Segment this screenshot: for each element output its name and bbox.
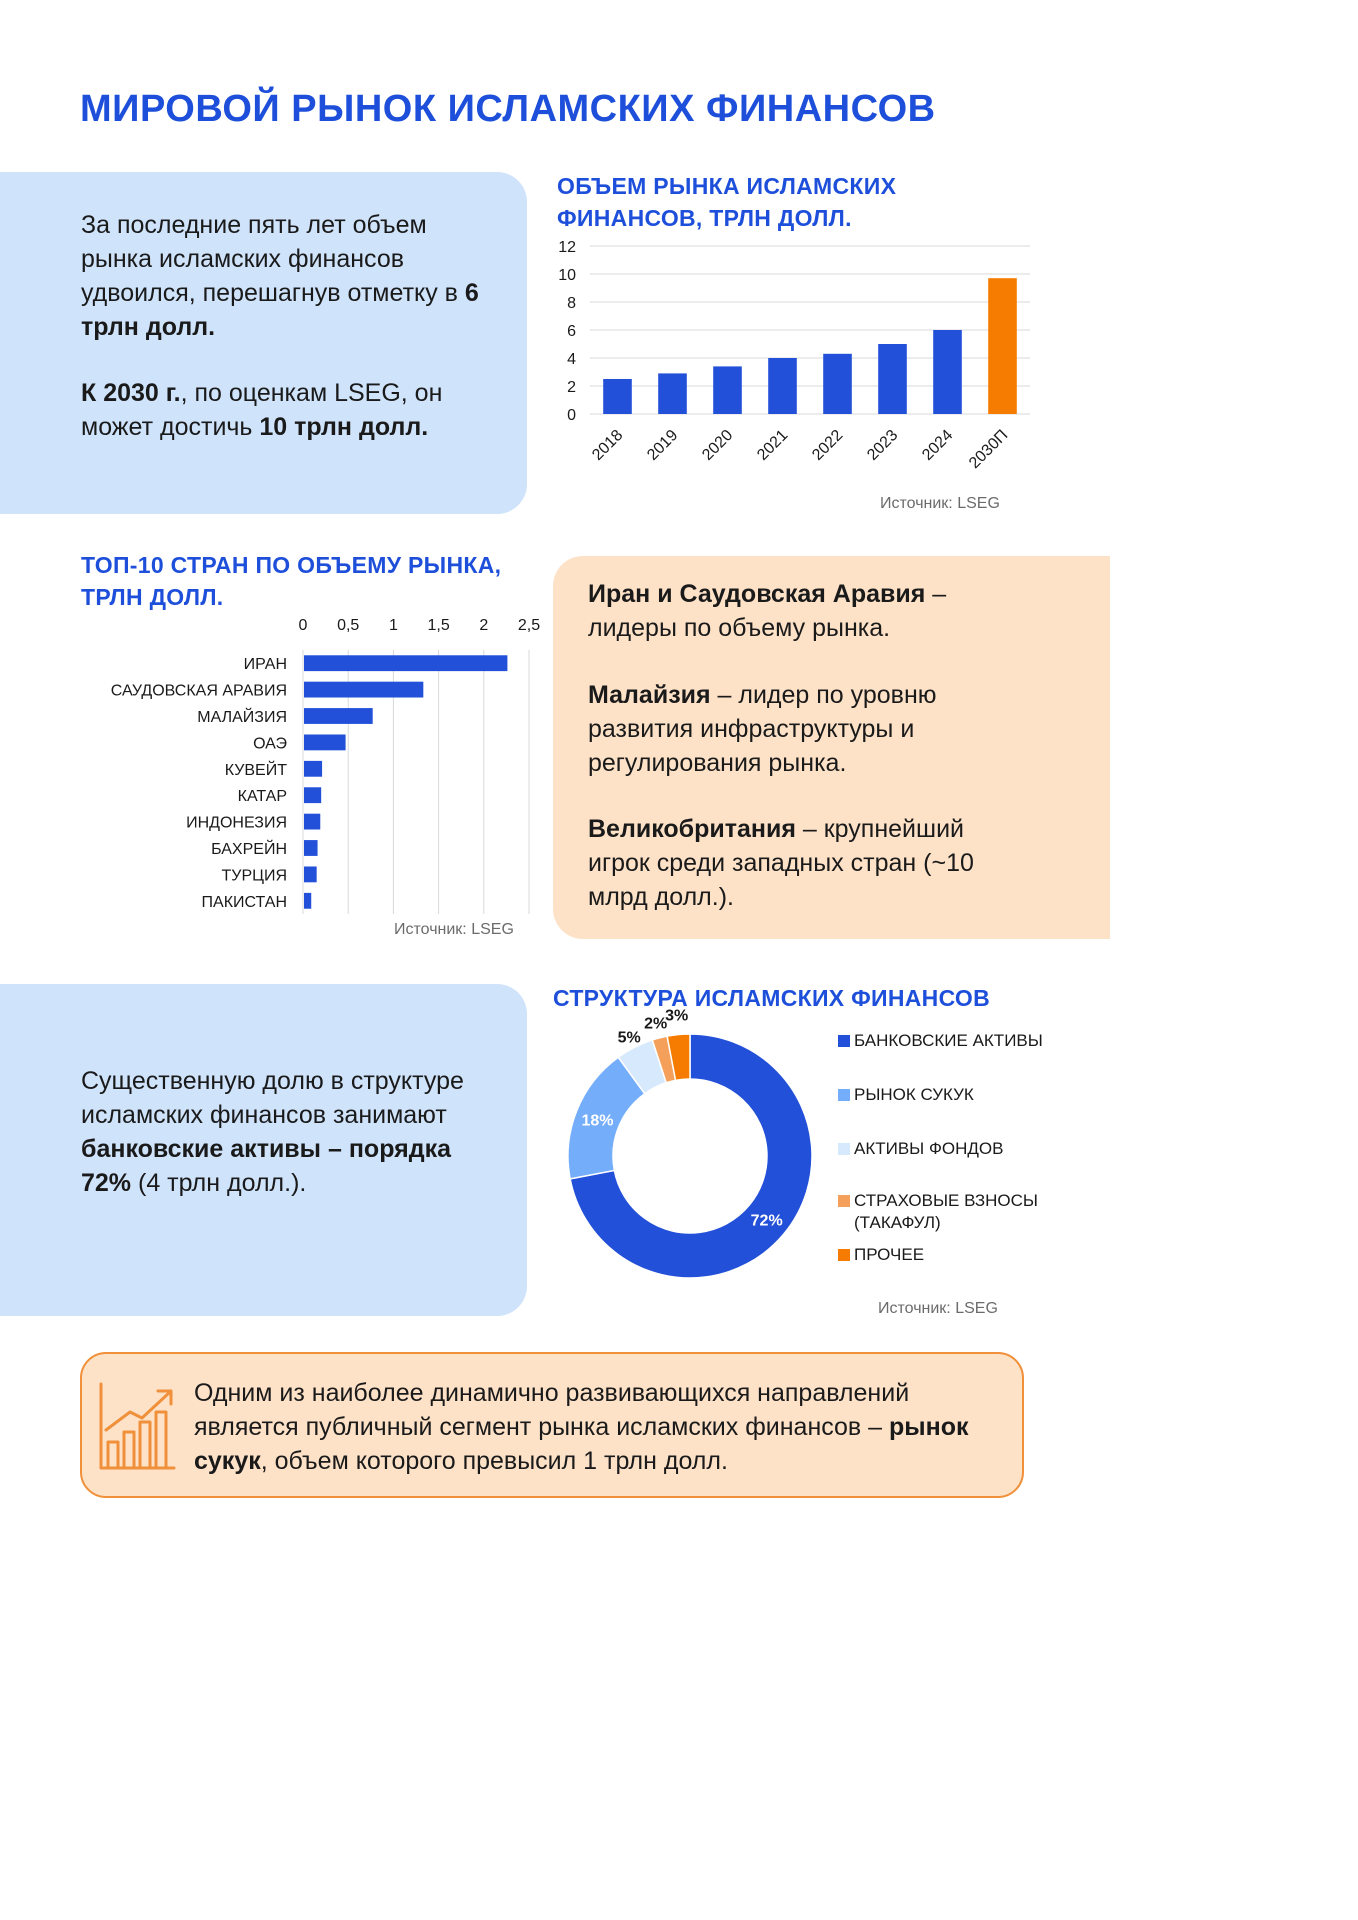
market-size-text-a: За последние пять лет объем рынка исламских финансов удвоился, перешагнув отметку в [81, 211, 465, 307]
y-tick-label: 12 [558, 239, 576, 256]
forecast-value: 10 трлн долл. [259, 413, 429, 441]
legend-item [838, 1030, 1084, 1052]
bar-country [304, 761, 322, 777]
y-tick-label: КАТАР [237, 788, 287, 806]
legend-label: ПРОЧЕЕ [854, 1245, 925, 1264]
bar-country [304, 866, 317, 882]
market-volume-chart-title: ОБЪЕМ РЫНКА ИСЛАМСКИХ ФИНАНСОВ, ТРЛН ДОЛЛ. [557, 173, 897, 231]
bar-2021 [768, 358, 797, 414]
market-volume-chart [540, 232, 1080, 500]
bar-country [304, 787, 321, 803]
sukuk-callout [80, 1352, 1024, 1498]
structure-text-a: Существенную долю в структуре исламских финансов занимают [81, 1067, 464, 1129]
growth-chart-icon [96, 1380, 176, 1474]
sukuk-callout-text-c: , объем которого превысил 1 трлн долл. [260, 1447, 728, 1475]
forecast-text [81, 376, 501, 444]
bar-country [304, 840, 318, 856]
x-tick-label: 2023 [864, 426, 902, 464]
top-countries-chart-title: ТОП-10 СТРАН ПО ОБЪЕМУ РЫНКА, ТРЛН ДОЛЛ. [81, 552, 502, 610]
y-tick-label: 8 [567, 295, 576, 312]
leaders-text-1-b: – лидеры по объему рынка. [588, 580, 947, 642]
structure-text [81, 1064, 481, 1200]
legend-swatch [838, 1249, 850, 1261]
x-tick-label: 2022 [809, 426, 847, 464]
bar-2022 [823, 354, 852, 414]
x-tick-label: 0,5 [337, 617, 360, 634]
y-tick-label: САУДОВСКАЯ АРАВИЯ [110, 682, 287, 700]
x-tick-label: 2019 [644, 426, 682, 464]
leaders-text-2 [588, 678, 1028, 780]
slice-label: 72% [750, 1212, 783, 1230]
structure-donut-chart [560, 1007, 830, 1287]
slice-label: 5% [617, 1029, 641, 1047]
y-tick-label: ОАЭ [253, 735, 287, 753]
legend-label: АКТИВЫ ФОНДОВ [854, 1139, 1004, 1158]
leaders-uk: Великобритания [588, 815, 796, 843]
leaders-text-3 [588, 812, 1028, 914]
slice-label: 18% [581, 1112, 614, 1130]
leaders-malaysia: Малайзия [588, 681, 711, 709]
forecast-year: К 2030 г. [81, 379, 181, 407]
leaders-iran-saudi: Иран и Саудовская Аравия [588, 580, 926, 608]
y-tick-label: БАХРЕЙН [211, 841, 287, 858]
x-tick-label: 2,5 [517, 617, 541, 634]
legend-label: РЫНОК СУКУК [854, 1085, 974, 1104]
y-tick-label: ИНДОНЕЗИЯ [186, 814, 287, 832]
legend-item [838, 1244, 1084, 1266]
y-tick-label: 6 [567, 323, 576, 340]
page-title: МИРОВОЙ РЫНОК ИСЛАМСКИХ ФИНАНСОВ [80, 88, 936, 130]
structure-banking-share: банковские активы – порядка 72% [81, 1135, 452, 1197]
slice-label: 3% [665, 1007, 689, 1025]
leaders-text-2-b: – лидер по уровню развития инфраструктуры и регулирования рынка. [588, 681, 937, 777]
legend-item [838, 1084, 1084, 1106]
legend-swatch [838, 1143, 850, 1155]
leaders-text-1 [588, 577, 1028, 645]
bar-2019 [658, 373, 687, 414]
bar-country [304, 708, 373, 724]
bar-2020 [713, 366, 742, 414]
structure-chart-source: Источник: LSEG [878, 1300, 998, 1317]
top-countries-chart [60, 610, 560, 922]
bar-2024 [933, 330, 962, 414]
bar-2018 [603, 379, 632, 414]
y-tick-label: ПАКИСТАН [201, 893, 287, 911]
legend-swatch [838, 1195, 850, 1207]
y-tick-label: 2 [567, 379, 576, 396]
legend-label: СТРАХОВЫЕ ВЗНОСЫ (ТАКАФУЛ) [854, 1191, 1038, 1232]
bar-country [304, 655, 507, 671]
y-tick-label: МАЛАЙЗИЯ [197, 709, 287, 726]
y-tick-label: 10 [558, 267, 576, 284]
sukuk-callout-text-a: Одним из наиболее динамично развивающихся направлений является публичный сегмент рынка исламских финансов – [194, 1379, 910, 1441]
x-tick-label: 2021 [754, 426, 792, 464]
x-tick-label: 2020 [699, 426, 737, 464]
bar-country [304, 814, 320, 830]
bar-country [304, 682, 423, 698]
y-tick-label: 0 [567, 407, 576, 424]
x-tick-label: 2030П [966, 426, 1012, 473]
legend-swatch [838, 1035, 850, 1047]
x-tick-label: 2024 [919, 426, 957, 464]
market-volume-chart-source: Источник: LSEG [880, 495, 1000, 512]
y-tick-label: ИРАН [243, 656, 287, 674]
y-tick-label: ТУРЦИЯ [221, 867, 287, 885]
legend-swatch [838, 1089, 850, 1101]
market-size-value: 6 трлн долл. [81, 279, 479, 341]
bar-country [304, 893, 311, 909]
market-size-text [81, 208, 501, 344]
top-countries-chart-source: Источник: LSEG [394, 921, 514, 938]
bar-country [304, 734, 346, 750]
sukuk-callout-text [194, 1376, 1014, 1478]
x-tick-label: 2 [479, 617, 489, 634]
leaders-text-3-b: – крупнейший игрок среди западных стран (~10 млрд долл.). [588, 815, 974, 911]
sukuk-market: рынок сукук [194, 1413, 969, 1475]
slice-label: 2% [644, 1015, 668, 1033]
legend-item [838, 1138, 1084, 1160]
y-tick-label: 4 [567, 351, 576, 368]
structure-chart-title: СТРУКТУРА ИСЛАМСКИХ ФИНАНСОВ [553, 985, 991, 1011]
x-tick-label: 1 [388, 617, 398, 634]
forecast-text-b: , по оценкам LSEG, он может достичь [81, 379, 443, 441]
y-tick-label: КУВЕЙТ [224, 761, 287, 779]
structure-text-c: (4 трлн долл.). [131, 1169, 307, 1197]
bar-2030П [988, 278, 1017, 414]
x-tick-label: 1,5 [427, 617, 450, 634]
bar-2023 [878, 344, 907, 414]
x-tick-label: 0 [298, 617, 308, 634]
legend-label: БАНКОВСКИЕ АКТИВЫ [854, 1031, 1043, 1050]
x-tick-label: 2018 [589, 426, 627, 464]
legend-item [838, 1190, 1084, 1234]
